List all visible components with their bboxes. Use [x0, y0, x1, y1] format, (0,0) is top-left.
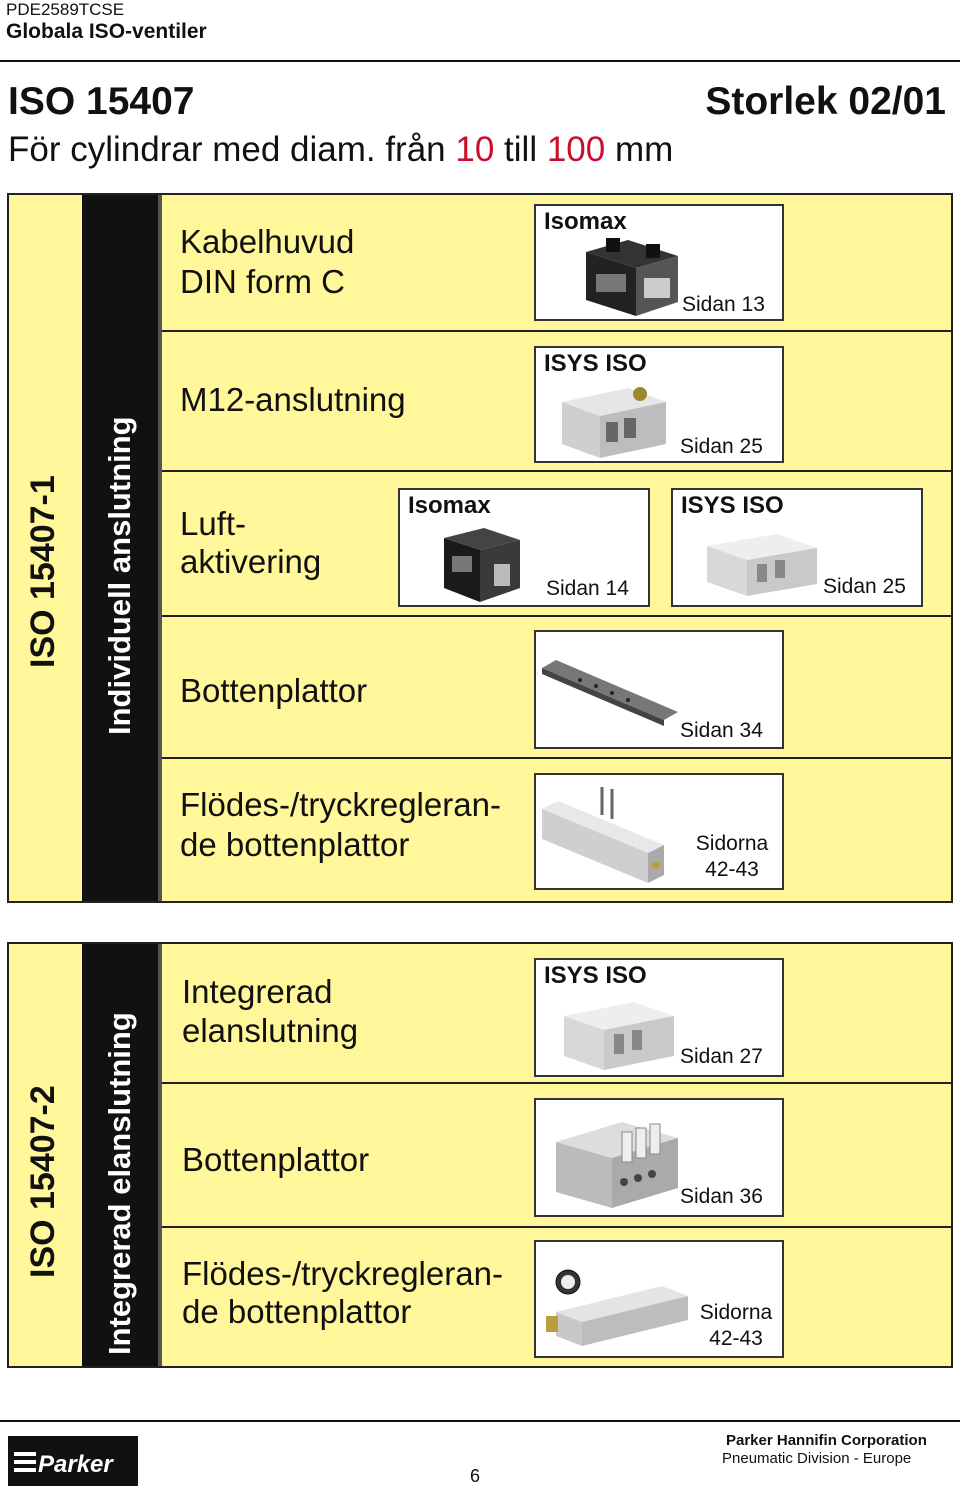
flow-subbase-image	[540, 785, 670, 889]
product-card-bottenplattor[interactable]	[534, 630, 784, 749]
page-title: ISO 15407	[8, 80, 195, 123]
valve-isys-m12-image	[558, 382, 670, 462]
card-page-ref: Sidan 14	[546, 577, 629, 600]
subtitle-text-3: mm	[605, 130, 674, 169]
valve-isomax-luft-image	[438, 524, 524, 606]
card-title: Isomax	[408, 492, 491, 519]
row-divider	[162, 615, 951, 617]
card-title: ISYS ISO	[544, 350, 647, 377]
product-card-bottenplattor-2[interactable]	[534, 1098, 784, 1217]
product-card-isys-luft[interactable]	[671, 488, 923, 607]
category-m12: M12-anslutning	[180, 381, 406, 418]
card-page-ref: Sidan 25	[823, 575, 906, 598]
section-1-side-label: ISO 15407-1	[24, 475, 62, 668]
valve-isys-luft-image	[703, 530, 821, 600]
svg-text:Parker: Parker	[38, 1451, 113, 1478]
row-divider	[162, 1226, 951, 1228]
row-divider	[162, 330, 951, 332]
product-card-flodes-bottenplattor[interactable]	[534, 773, 784, 890]
document-code: PDE2589TCSE	[6, 0, 125, 19]
category-kabelhuvud: Kabelhuvud DIN form C	[180, 223, 355, 300]
card-page-ref: Sidan 34	[680, 719, 763, 742]
diameter-subtitle	[8, 130, 673, 170]
card-page-ref: Sidan 25	[680, 435, 763, 458]
card-page-ref: Sidan 13	[682, 293, 765, 316]
section-2-side-label: ISO 15407-2	[24, 1085, 62, 1278]
category-bottenplattor: Bottenplattor	[180, 672, 368, 709]
size-title: Storlek 02/01	[705, 80, 946, 123]
company-name: Parker Hannifin Corporation	[726, 1432, 927, 1449]
card-title: ISYS ISO	[544, 962, 647, 989]
category-bottenplattor-2: Bottenplattor	[182, 1141, 370, 1178]
parker-logo	[8, 1436, 138, 1486]
product-card-isomax-din[interactable]	[534, 204, 784, 321]
row-divider	[162, 1082, 951, 1084]
division-name: Pneumatic Division - Europe	[722, 1450, 912, 1467]
valve-isys-integrerad-image	[560, 996, 678, 1076]
manifold-image	[552, 1112, 682, 1212]
card-page-ref: Sidorna 42-43	[695, 832, 769, 881]
card-page-ref: Sidorna 42-43	[699, 1301, 773, 1350]
row-divider	[162, 757, 951, 759]
product-card-flodes-bottenplattor-2[interactable]	[534, 1240, 784, 1358]
page-number: 6	[470, 1466, 481, 1486]
row-divider	[162, 470, 951, 472]
category-flodes-bottenplattor: Flödes-/tryckregleran- de bottenplattor	[180, 786, 501, 863]
card-title: ISYS ISO	[681, 492, 784, 519]
footer-rule	[0, 1420, 960, 1422]
document-subtitle: Globala ISO-ventiler	[6, 20, 207, 43]
subtitle-to-value: 100	[546, 130, 606, 169]
category-flodes-bottenplattor-2: Flödes-/tryckregleran- de bottenplattor	[182, 1255, 503, 1330]
parker-logo-mark	[8, 1436, 138, 1486]
subtitle-text-2: till	[494, 130, 547, 169]
product-card-isomax-luft[interactable]	[398, 488, 650, 607]
category-integrerad-elanslutning: Integrerad elanslutning	[182, 973, 359, 1049]
category-luftaktivering: Luft- aktivering	[180, 505, 322, 580]
gauge-subbase-image	[542, 1266, 692, 1350]
product-card-isys-m12[interactable]	[534, 346, 784, 463]
section-1-column-label: Individuell anslutning	[102, 416, 137, 735]
section-2-column-label: Integrerad elanslutning	[102, 1012, 137, 1355]
subtitle-from-value: 10	[455, 130, 495, 169]
subtitle-text-1: För cylindrar med diam. från	[8, 130, 456, 169]
header-rule	[0, 60, 960, 62]
card-page-ref: Sidan 36	[680, 1185, 763, 1208]
card-page-ref: Sidan 27	[680, 1045, 763, 1068]
card-title: Isomax	[544, 208, 627, 235]
subbase-plate-image	[540, 650, 680, 730]
valve-isomax-image	[566, 238, 686, 320]
product-card-isys-integrerad[interactable]	[534, 958, 784, 1077]
